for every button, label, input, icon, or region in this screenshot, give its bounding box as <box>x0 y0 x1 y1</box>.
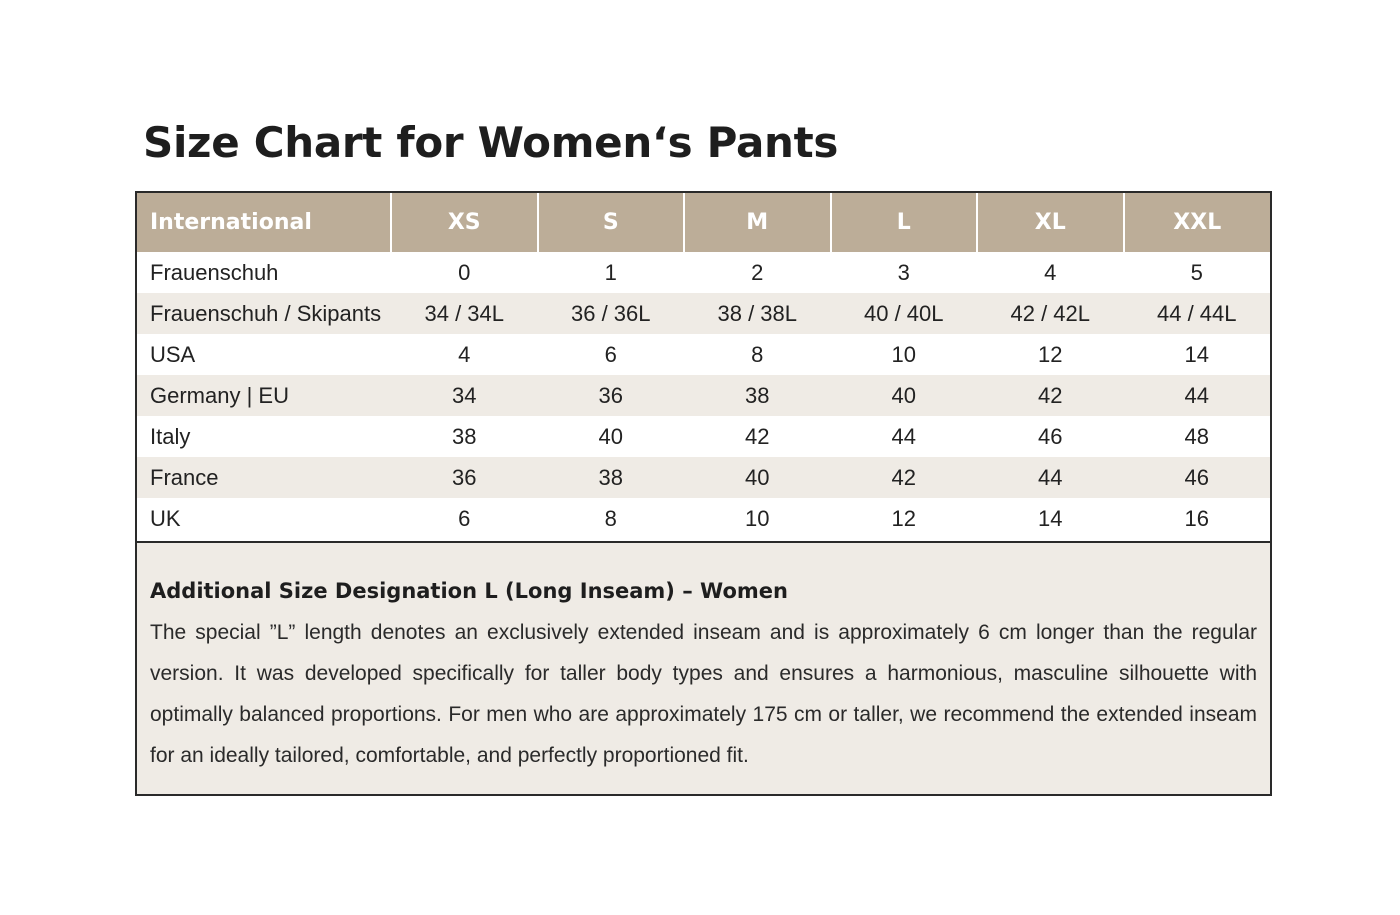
table-row <box>137 416 1270 457</box>
table-cell: 1 <box>604 259 617 285</box>
table-row <box>137 334 1270 375</box>
table-cell: 38 <box>452 423 477 449</box>
table-cell: 38 <box>538 457 685 498</box>
size-note-box <box>137 541 1270 794</box>
row-label: USA <box>150 341 196 367</box>
table-cell: 12 <box>1038 341 1063 367</box>
table-row <box>137 498 1270 539</box>
row-label: Italy <box>150 423 191 449</box>
header-s: S <box>538 193 685 252</box>
table-header-row <box>137 193 1270 252</box>
table-cell: 38 <box>684 375 831 416</box>
table-cell: 42 <box>831 457 978 498</box>
size-table <box>137 193 1270 539</box>
table-cell: 36 / 36L <box>538 293 685 334</box>
header-l: L <box>831 193 978 252</box>
row-label: France <box>137 457 391 498</box>
row-label: UK <box>150 505 181 531</box>
table-cell: 4 <box>1044 259 1057 285</box>
table-row <box>137 375 1270 416</box>
table-cell: 48 <box>1184 423 1209 449</box>
table-cell: 40 / 40L <box>831 293 978 334</box>
table-cell: 34 / 34L <box>391 293 538 334</box>
table-cell: 2 <box>751 259 764 285</box>
table-cell: 4 <box>458 341 471 367</box>
table-cell: 8 <box>751 341 764 367</box>
row-label: Germany | EU <box>137 375 391 416</box>
table-cell: 34 <box>391 375 538 416</box>
table-cell: 44 <box>891 423 916 449</box>
note-text: The special ”L” length denotes an exclusively extended inseam and is approximately 6 cm longer than the regular version. It was developed specifically for taller body types and ensures a harmonious, masculine silhouette with optimally balanced proportions. For men who are approximately 175 cm or taller, we recommend the extended inseam for an ideally tailored, comfortable, and perfectly proportioned fit. <box>150 621 1257 767</box>
table-cell: 44 <box>1124 375 1271 416</box>
header-xs: XS <box>391 193 538 252</box>
row-label: Frauenschuh <box>150 259 279 285</box>
table-cell: 6 <box>458 505 471 531</box>
header-m: M <box>684 193 831 252</box>
table-cell: 36 <box>391 457 538 498</box>
table-row <box>137 293 1270 334</box>
table-row <box>137 457 1270 498</box>
table-cell: 14 <box>1038 505 1063 531</box>
table-cell: 40 <box>598 423 623 449</box>
table-cell: 42 <box>977 375 1124 416</box>
header-international: International <box>137 193 391 252</box>
table-cell: 5 <box>1190 259 1203 285</box>
table-cell: 42 / 42L <box>977 293 1124 334</box>
header-xxl: XXL <box>1124 193 1271 252</box>
table-cell: 36 <box>538 375 685 416</box>
table-cell: 46 <box>1124 457 1271 498</box>
table-cell: 44 / 44L <box>1124 293 1271 334</box>
note-title: Additional Size Designation L (Long Inseam) – Women <box>150 579 788 603</box>
table-cell: 3 <box>897 259 910 285</box>
table-cell: 10 <box>745 505 770 531</box>
table-cell: 38 / 38L <box>684 293 831 334</box>
table-cell: 10 <box>891 341 916 367</box>
header-xl: XL <box>977 193 1124 252</box>
table-row <box>137 252 1270 293</box>
page-title: Size Chart for Women‘s Pants <box>143 118 839 167</box>
table-cell: 14 <box>1184 341 1209 367</box>
size-chart-frame <box>135 191 1272 796</box>
table-cell: 40 <box>684 457 831 498</box>
table-cell: 6 <box>604 341 617 367</box>
table-cell: 44 <box>977 457 1124 498</box>
table-cell: 46 <box>1038 423 1063 449</box>
table-cell: 8 <box>604 505 617 531</box>
table-cell: 12 <box>891 505 916 531</box>
row-label: Frauenschuh / Skipants <box>137 293 391 334</box>
table-cell: 0 <box>458 259 471 285</box>
table-cell: 42 <box>745 423 770 449</box>
table-cell: 40 <box>831 375 978 416</box>
table-cell: 16 <box>1184 505 1209 531</box>
